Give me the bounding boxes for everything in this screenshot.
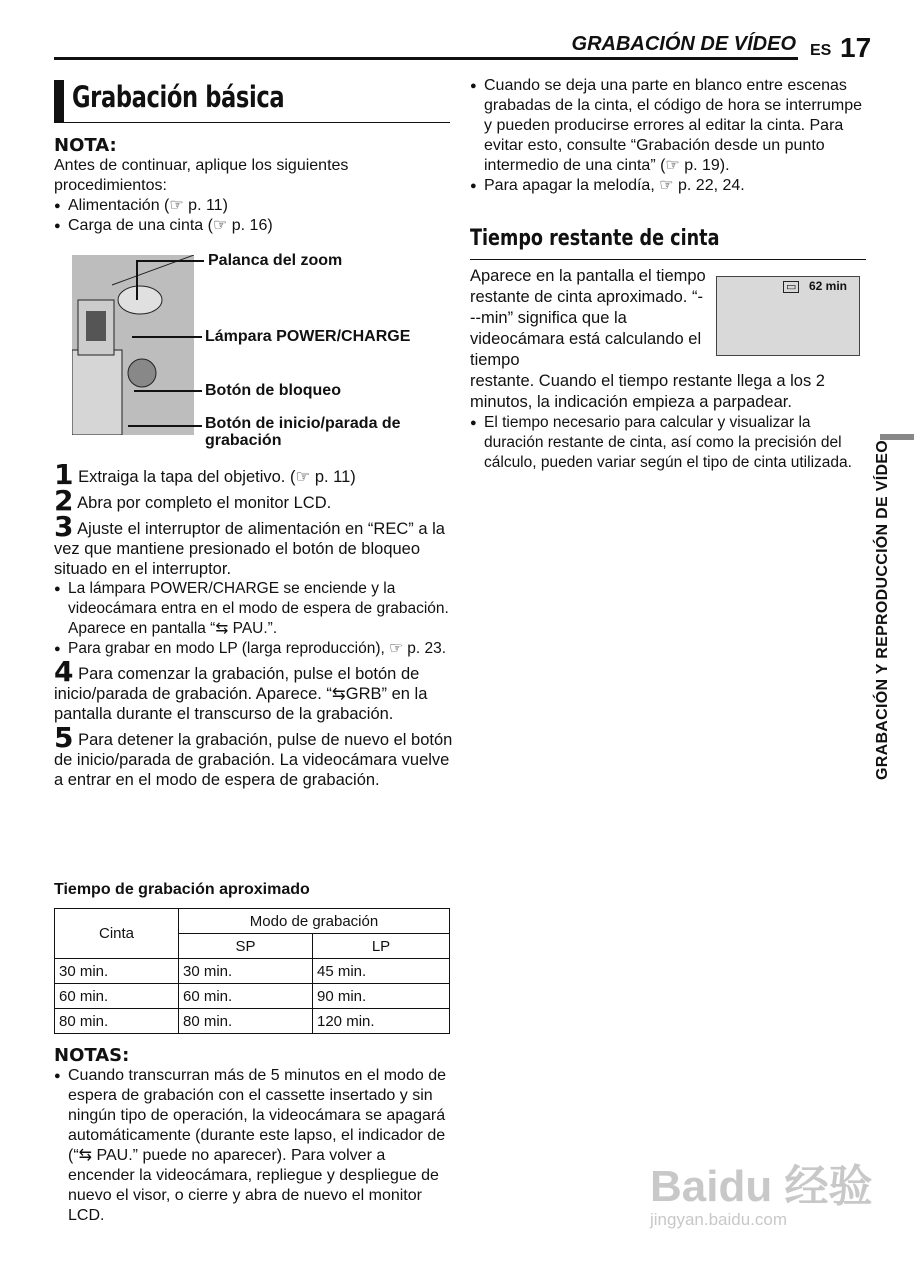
tiempo-rule bbox=[470, 259, 866, 260]
language-code: ES bbox=[810, 42, 832, 59]
tiempo-title: Tiempo restante de cinta bbox=[470, 226, 720, 251]
note-item: ● Para apagar la melodía, ☞ p. 22, 24. bbox=[470, 176, 866, 196]
header-sp: SP bbox=[179, 934, 313, 959]
leader-line bbox=[132, 336, 202, 338]
step: 4 Para comenzar la grabación, pulse el botón de inicio/parada de grabación. Aparece. “⇆GRB” en la pantalla durante el transcurso de la grabación. bbox=[54, 655, 428, 723]
leader-line bbox=[136, 260, 138, 300]
title-rule bbox=[54, 122, 450, 123]
page-title: Grabación básica bbox=[72, 80, 285, 114]
note-item: ● Cuando se deja una parte en blanco entre escenas grabadas de la cinta, el código de hora se interrumpe y pueden producirse errores al editar la cinta. Para evitar esto, consulte “Grabación desde un punto intermedio de una cinta” (☞ p. 19). bbox=[470, 76, 866, 176]
nota-block bbox=[54, 136, 450, 236]
tiempo-item: ● El tiempo necesario para calcular y visualizar la duración restante de cinta, así como la precisión del cálculo, pueden variar según el tipo de cinta utilizada. bbox=[470, 413, 866, 473]
notas-heading: NOTAS: bbox=[54, 1045, 130, 1066]
watermark-url: jingyan.baidu.com bbox=[650, 1210, 788, 1229]
figure-label: Lámpara POWER/CHARGE bbox=[205, 328, 411, 345]
nota-item: ● Alimentación (☞ p. 11) bbox=[54, 196, 450, 216]
step: 1 Extraiga la tapa del objetivo. (☞ p. 11) bbox=[54, 458, 356, 491]
page-number: 17 bbox=[840, 32, 872, 63]
camcorder-illustration bbox=[72, 255, 194, 435]
tiempo-para-a: Aparece en la pantalla el tiempo restante de cinta aproximado. “---min” significa que la videocámara está calculando el tiempo bbox=[470, 267, 706, 369]
step: 2 Abra por completo el monitor LCD. bbox=[54, 484, 332, 517]
watermark-logo: Baidu 经验 bbox=[650, 1162, 873, 1211]
header-lp: LP bbox=[313, 934, 450, 959]
step-note: ● Para grabar en modo LP (larga reproducción), ☞ p. 23. bbox=[54, 639, 454, 659]
header-modo: Modo de grabación bbox=[179, 909, 450, 934]
header-cinta: Cinta bbox=[55, 909, 179, 959]
section-header: GRABACIÓN DE VÍDEO bbox=[571, 33, 796, 55]
step-note: ● La lámpara POWER/CHARGE se enciende y la videocámara entra en el modo de espera de grabación. Aparece en pantalla “⇆ PAU.”. bbox=[54, 579, 454, 639]
figure-label: Botón de inicio/parada de grabación bbox=[205, 415, 401, 449]
side-tab-label: GRABACIÓN Y REPRODUCCIÓN DE VÍDEO bbox=[874, 439, 891, 780]
leader-line bbox=[138, 260, 204, 262]
table-title: Tiempo de grabación aproximado bbox=[54, 881, 310, 898]
notas-block bbox=[54, 1046, 450, 1226]
table-row: 80 min. 80 min. 120 min. bbox=[55, 1009, 450, 1034]
figure-label: Botón de bloqueo bbox=[205, 382, 341, 399]
leader-line bbox=[128, 425, 202, 427]
step: 5 Para detener la grabación, pulse de nuevo el botón de inicio/parada de grabación. La videocámara vuelve a entrar en el modo de espera de grabación. bbox=[54, 721, 453, 789]
title-bar bbox=[54, 80, 64, 122]
nota-intro: Antes de continuar, aplique los siguientes procedimientos: bbox=[54, 157, 349, 194]
recording-time-table bbox=[54, 908, 450, 1034]
lcd-display bbox=[716, 276, 860, 356]
table-row: 30 min. 30 min. 45 min. bbox=[55, 959, 450, 984]
table-row: 60 min. 60 min. 90 min. bbox=[55, 984, 450, 1009]
steps bbox=[54, 458, 454, 790]
step: 3 Ajuste el interruptor de alimentación en “REC” a la vez que mantiene presionado el botón de bloqueo situado en el interruptor. bbox=[54, 510, 445, 578]
leader-line bbox=[134, 390, 202, 392]
figure-label: Palanca del zoom bbox=[208, 252, 343, 269]
nota-item: ● Carga de una cinta (☞ p. 16) bbox=[54, 216, 450, 236]
nota-heading: NOTA: bbox=[54, 135, 117, 156]
tape-icon: ▭ bbox=[783, 281, 799, 293]
tape-remaining: 62 min bbox=[809, 279, 848, 293]
header-rule bbox=[54, 57, 798, 60]
tiempo-para-b: restante. Cuando el tiempo restante llega a los 2 minutos, la indicación empieza a parpadear. ● El tiempo necesario para calcular y visualizar la duración restante de cinta, así como la precisión del cálculo, pueden variar según el tipo de cinta utilizada. bbox=[470, 371, 866, 473]
notas-item: ● Cuando transcurran más de 5 minutos en el modo de espera de grabación con el cassette insertado y sin ningún tipo de operación, la videocámara se apagará automáticamente (durante este lapso, el indicador de (“⇆ PAU.” puede no aparecer). Para volver a encender la videocámara, repliegue y despliegue de nuevo el visor, o cierre y abra de nuevo el monitor LCD. bbox=[54, 1066, 450, 1226]
right-notes bbox=[470, 76, 866, 196]
